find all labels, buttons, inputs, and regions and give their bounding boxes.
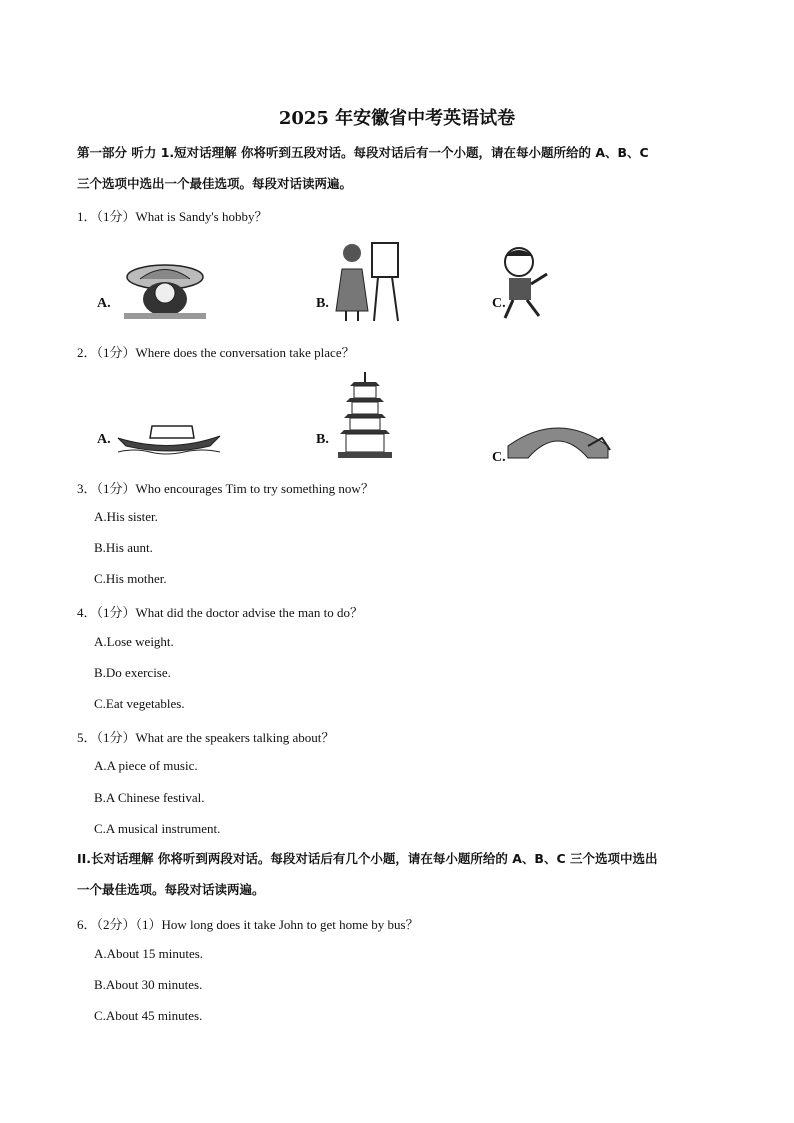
q5-option-c: C.A musical instrument.	[94, 821, 221, 836]
question-6: 6．（2分）（1）How long does it take John to get home by bus？	[77, 917, 419, 932]
q1-option-c-running-boy-image	[497, 244, 555, 322]
page-title: 2025 年安徽省中考英语试卷	[278, 108, 516, 129]
q2-option-a-boat-image	[114, 420, 224, 456]
question-1: 1．（1分）What is Sandy's hobby？	[77, 209, 268, 224]
q3-option-c: C.His mother.	[94, 571, 167, 586]
q1-option-b-painting-girl-image	[334, 239, 406, 323]
q2-option-b-pagoda-image	[336, 372, 394, 460]
q6-option-b: B.About 30 minutes.	[94, 977, 203, 992]
q4-option-a: A.Lose weight.	[94, 634, 174, 649]
q4-option-b: B.Do exercise.	[94, 665, 171, 680]
q2-option-c-label: C.	[492, 450, 506, 465]
q1-option-a-label: A.	[97, 296, 111, 311]
q1-option-c-label: C.	[492, 296, 506, 311]
question-4: 4．（1分）What did the doctor advise the man to do？	[77, 605, 363, 620]
q6-option-a: A.About 15 minutes.	[94, 946, 204, 961]
question-3: 3．（1分）Who encourages Tim to try something now？	[77, 481, 374, 496]
section2-intro-line1: II.长对话理解 你将听到两段对话。每段对话后有几个小题，请在每小题所给的 A、B、C 三个选项中选出	[77, 851, 658, 866]
section2-instructions	[77, 843, 722, 905]
q2-option-b-label: B.	[316, 432, 329, 447]
q4-option-c: C.Eat vegetables.	[94, 696, 185, 711]
q1-option-a-reading-girl-image	[118, 255, 213, 323]
q2-option-c-stone-bridge-image	[506, 416, 612, 460]
q6-option-c: C.About 45 minutes.	[94, 1008, 203, 1023]
section1-intro-line2: 三个选项中选出一个最佳选项。每段对话读两遍。	[77, 176, 353, 191]
section1-instructions	[77, 137, 722, 199]
q2-option-a-label: A.	[97, 432, 111, 447]
question-2: 2．（1分）Where does the conversation take place？	[77, 345, 355, 360]
question-5: 5．（1分）What are the speakers talking about？	[77, 730, 335, 745]
q3-option-b: B.His aunt.	[94, 540, 153, 555]
q5-option-a: A.A piece of music.	[94, 758, 198, 773]
q5-option-b: B.A Chinese festival.	[94, 790, 205, 805]
q3-option-a: A.His sister.	[94, 509, 158, 524]
q1-option-b-label: B.	[316, 296, 329, 311]
section1-intro-line1: 第一部分 听力 1.短对话理解 你将听到五段对话。每段对话后有一个小题，请在每小题所给的 A、B、C	[77, 145, 649, 160]
section2-intro-line2: 一个最佳选项。每段对话读两遍。	[77, 882, 265, 897]
